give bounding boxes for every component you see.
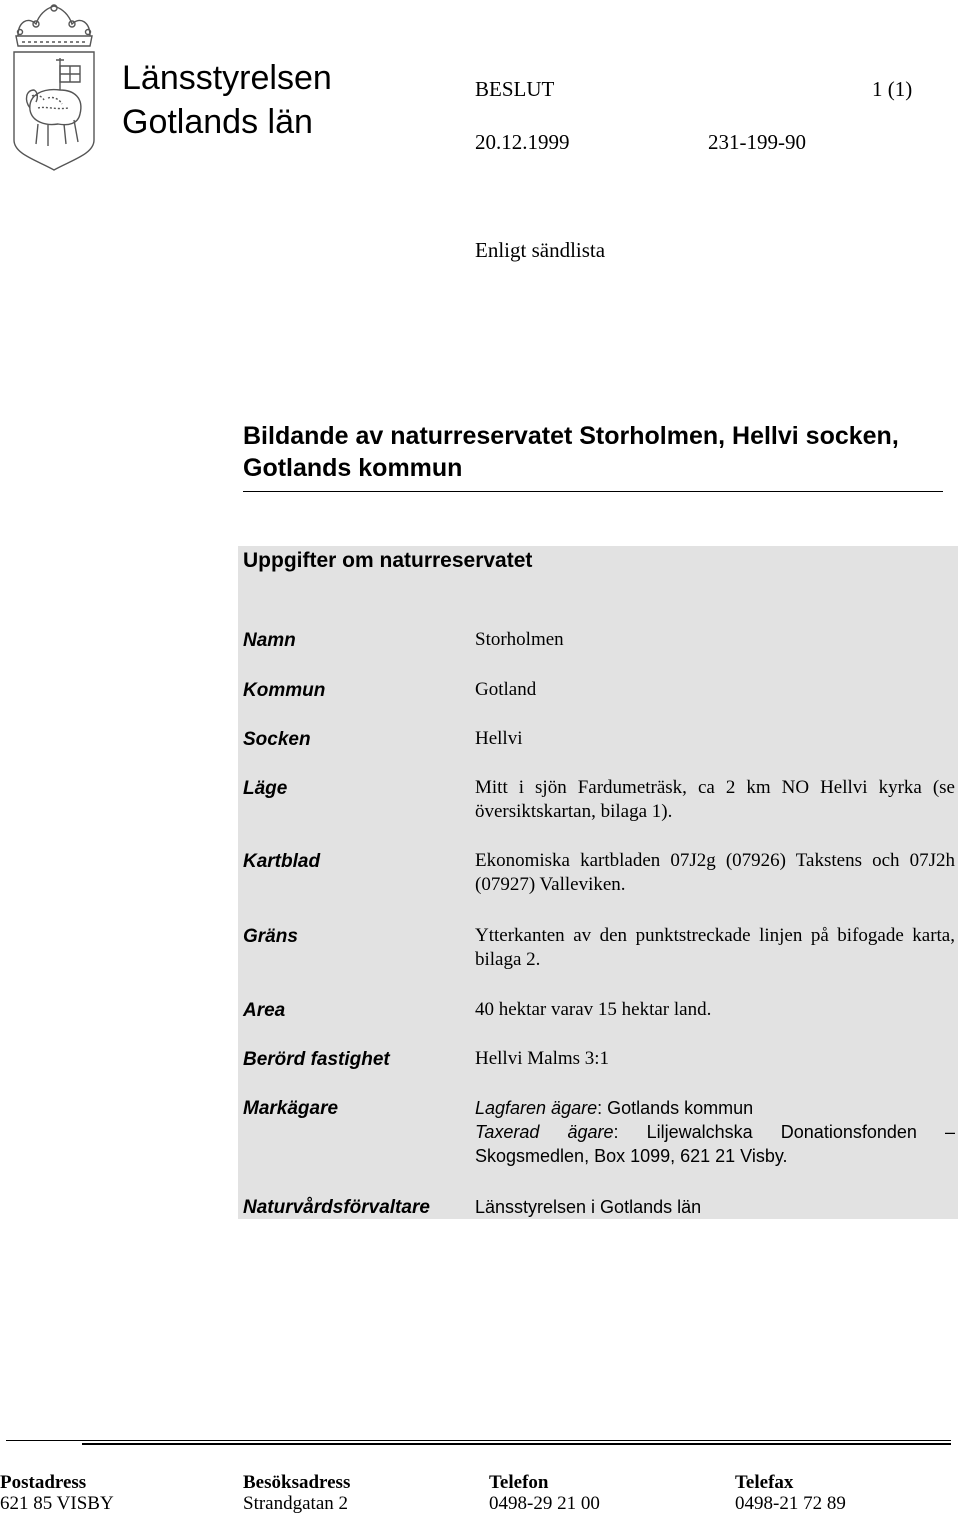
footer-besoksadress-value: Strandgatan 2 — [243, 1493, 349, 1514]
document-title — [243, 420, 943, 484]
footer-telefax-heading: Telefax — [735, 1472, 794, 1493]
label-socken: Socken — [243, 729, 311, 750]
footer-divider — [6, 1440, 951, 1441]
footer-telefax-value: 0498-21 72 89 — [735, 1493, 846, 1514]
value-socken: Hellvi — [475, 728, 523, 749]
taxerad-label: Taxerad ägare — [475, 1122, 614, 1142]
footer-postadress-heading: Postadress — [0, 1472, 87, 1493]
title-line-2: Gotlands kommun — [243, 454, 463, 482]
footer-besoksadress-heading: Besöksadress — [243, 1472, 351, 1493]
label-namn: Namn — [243, 630, 296, 651]
document-type: BESLUT — [475, 77, 555, 101]
label-area: Area — [243, 1000, 286, 1021]
value-grans: Ytterkanten av den punktstreckade linjen på bifogade karta, bilaga 2. — [475, 925, 955, 970]
value-namn: Storholmen — [475, 629, 564, 650]
lagfaren-agare-line — [475, 1096, 955, 1120]
value-kartblad: Ekonomiska kartbladen 07J2g (07926) Takstens och 07J2h (07927) Valleviken. — [475, 850, 955, 895]
document-date: 20.12.1999 — [475, 130, 570, 154]
value-kommun: Gotland — [475, 679, 537, 700]
value-naturvardsforvaltare: Länsstyrelsen i Gotlands län — [475, 1197, 702, 1217]
taxerad-agare-line — [475, 1120, 955, 1168]
label-lage: Läge — [243, 778, 288, 799]
footer-telefon-heading: Telefon — [489, 1472, 549, 1493]
lagfaren-label: Lagfaren ägare — [475, 1098, 598, 1118]
label-kartblad: Kartblad — [243, 851, 321, 872]
case-number: 231-199-90 — [708, 130, 806, 154]
footer-telefon-value: 0498-29 21 00 — [489, 1493, 600, 1514]
title-line-1: Bildande av naturreservatet Storholmen, Hellvi socken, — [243, 422, 899, 450]
recipient: Enligt sändlista — [475, 238, 606, 262]
agency-line-1: Länsstyrelsen — [122, 59, 332, 97]
agency-line-2: Gotlands län — [122, 103, 313, 141]
section-heading: Uppgifter om naturreservatet — [243, 549, 533, 572]
label-berord-fastighet: Berörd fastighet — [243, 1049, 390, 1070]
coat-of-arms-logo — [8, 2, 100, 172]
title-divider — [243, 491, 943, 492]
label-naturvardsforvaltare: Naturvårdsförvaltare — [243, 1197, 430, 1218]
lagfaren-value: : Gotlands kommun — [597, 1098, 754, 1118]
value-markagare — [475, 1096, 955, 1168]
footer-postadress-value: 621 85 VISBY — [0, 1493, 114, 1514]
value-area: 40 hektar varav 15 hektar land. — [475, 999, 712, 1020]
agency-name — [122, 56, 332, 144]
label-markagare: Markägare — [243, 1098, 339, 1119]
page-number: 1 (1) — [872, 77, 913, 101]
label-grans: Gräns — [243, 926, 298, 947]
value-berord-fastighet: Hellvi Malms 3:1 — [475, 1048, 610, 1069]
label-kommun: Kommun — [243, 680, 326, 701]
value-lage: Mitt i sjön Fardumeträsk, ca 2 km NO Hellvi kyrka (se översiktskartan, bilaga 1). — [475, 777, 955, 822]
footer-divider-thick — [82, 1443, 951, 1445]
taxerad-value: : Liljewalchska Donationsfonden – Skogsmedlen, Box 1099, 621 21 Visby. — [475, 1122, 956, 1166]
